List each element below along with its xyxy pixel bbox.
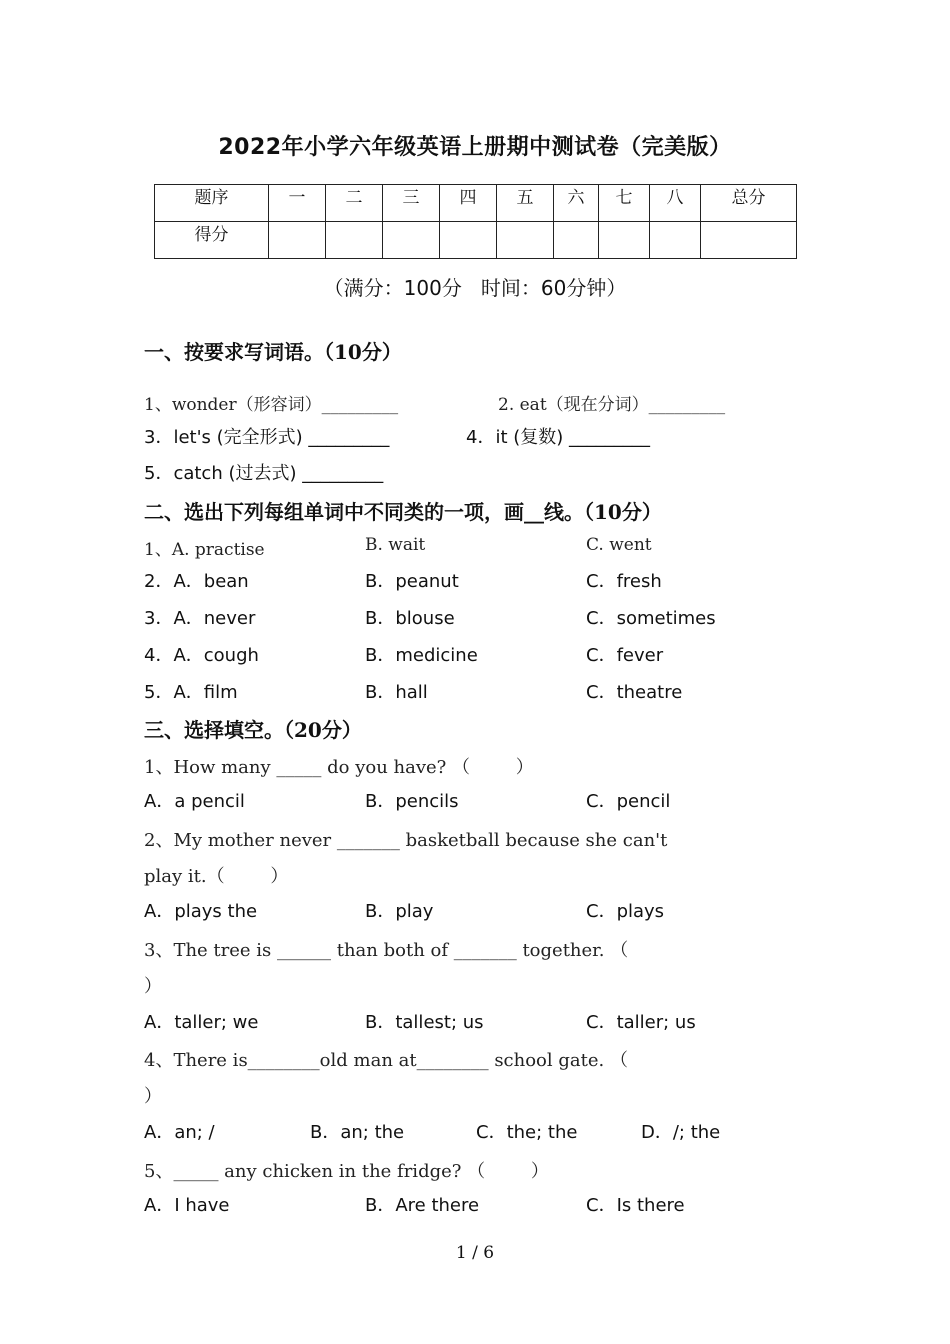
header-cell: 总分 [701, 185, 797, 222]
question-5: 5、_____ any chicken in the fridge? （ ） [144, 1161, 549, 1182]
section-3-heading: 三、选择填空。（20分） [144, 718, 362, 742]
question-2: 2、My mother never _______ basketball because she can't [144, 830, 668, 851]
question-4: 4、There is________old man at________ school gate. （ [144, 1050, 628, 1071]
score-cell[interactable] [269, 222, 326, 259]
option-c: C．pencil [586, 791, 671, 812]
option-a: 3．A．never [144, 608, 256, 629]
option-c: C．the; the [476, 1122, 578, 1143]
option-c: C．theatre [586, 682, 683, 703]
question-4-continued: ） [144, 1086, 162, 1107]
header-cell: 七 [599, 185, 650, 222]
option-c: C．taller; us [586, 1012, 696, 1033]
option-c: C．fresh [586, 571, 662, 592]
option-a: A．I have [144, 1195, 230, 1216]
option-c: C．sometimes [586, 608, 716, 629]
header-cell: 六 [554, 185, 599, 222]
page-title: 2022年小学六年级英语上册期中测试卷（完美版） [218, 135, 732, 160]
score-cell[interactable] [326, 222, 383, 259]
question-item: 1、wonder（形容词）_________ [144, 395, 399, 415]
question-2-continued: play it.（ ） [144, 866, 289, 887]
score-cell[interactable] [383, 222, 440, 259]
option-a: 4．A．cough [144, 645, 259, 666]
section-2-heading: 二、选出下列每组单词中不同类的一项，画__线。（10分） [144, 500, 662, 524]
option-d: D．/; the [641, 1122, 721, 1143]
option-a: A．a pencil [144, 791, 245, 812]
header-cell: 三 [383, 185, 440, 222]
option-b: B．an; the [310, 1122, 405, 1143]
header-cell: 五 [497, 185, 554, 222]
question-item: 2. eat（现在分词）_________ [498, 395, 726, 415]
score-cell[interactable] [497, 222, 554, 259]
question-3-continued: ） [144, 976, 162, 997]
option-b: B．Are there [365, 1195, 480, 1216]
option-b: B．tallest; us [365, 1012, 484, 1033]
option-a: 1、A. practise [144, 540, 265, 560]
option-c: C．fever [586, 645, 664, 666]
question-item: 5．catch (过去式) _________ [144, 463, 384, 484]
option-a: A．an; / [144, 1122, 215, 1143]
question-item: 4．it (复数) _________ [466, 427, 650, 448]
option-a: 2．A．bean [144, 571, 249, 592]
score-table [154, 184, 797, 259]
option-b: B．blouse [365, 608, 455, 629]
header-cell: 一 [269, 185, 326, 222]
option-b: B．peanut [365, 571, 459, 592]
score-table-header-row [155, 185, 797, 222]
header-cell: 八 [650, 185, 701, 222]
header-cell: 二 [326, 185, 383, 222]
score-table-score-row [155, 222, 797, 259]
question-item: 3．let's (完全形式) _________ [144, 427, 390, 448]
question-1: 1、How many _____ do you have? （ ） [144, 757, 534, 778]
score-cell[interactable] [554, 222, 599, 259]
score-cell[interactable] [701, 222, 797, 259]
header-cell: 题序 [155, 185, 269, 222]
section-1-heading: 一、按要求写词语。（10分） [144, 340, 402, 364]
score-cell[interactable] [650, 222, 701, 259]
option-a: 5．A．film [144, 682, 238, 703]
option-c: C．plays [586, 901, 665, 922]
question-3: 3、The tree is ______ than both of _______ together. （ [144, 940, 629, 961]
score-cell[interactable] [599, 222, 650, 259]
option-b: B．play [365, 901, 434, 922]
header-cell: 四 [440, 185, 497, 222]
option-b: B. wait [365, 535, 426, 555]
option-a: A．taller; we [144, 1012, 259, 1033]
page-number: 1 / 6 [455, 1243, 495, 1263]
option-c: C．Is there [586, 1195, 685, 1216]
option-b: B．hall [365, 682, 428, 703]
option-b: B．pencils [365, 791, 459, 812]
row-label: 得分 [155, 222, 269, 259]
option-c: C. went [586, 535, 652, 555]
exam-info: （满分：100分 时间：60分钟） [323, 276, 627, 300]
score-cell[interactable] [440, 222, 497, 259]
option-b: B．medicine [365, 645, 478, 666]
option-a: A．plays the [144, 901, 258, 922]
